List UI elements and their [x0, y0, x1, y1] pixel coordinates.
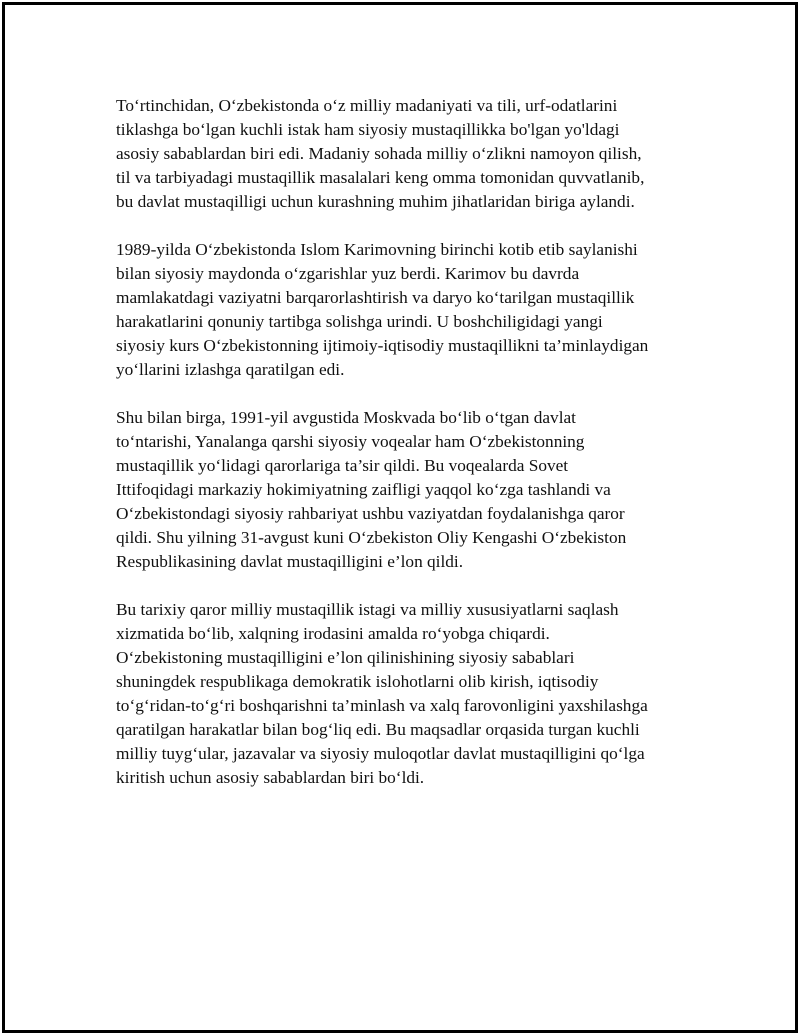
text-line: Shu bilan birga, 1991-yil avgustida Moskvada bo‘lib o‘tgan davlat	[116, 408, 576, 427]
paragraph-2	[116, 238, 696, 382]
paragraph-3	[116, 406, 696, 574]
text-line: til va tarbiyadagi mustaqillik masalalari keng omma tomonidan quvvatlanib,	[116, 168, 645, 187]
text-line: siyosiy kurs O‘zbekistonning ijtimoiy-iqtisodiy mustaqillikni ta’minlaydigan	[116, 336, 649, 355]
text-line: qaratilgan harakatlar bilan bog‘liq edi. Bu maqsadlar orqasida turgan kuchli	[116, 720, 640, 739]
text-line: bu davlat mustaqilligi uchun kurashning muhim jihatlaridan biriga aylandi.	[116, 192, 635, 211]
text-line: Respublikasining davlat mustaqilligini e’lon qildi.	[116, 552, 464, 571]
paragraph-4	[116, 598, 696, 790]
text-line: O‘zbekistoning mustaqilligini e’lon qilinishining siyosiy sabablari	[116, 648, 575, 667]
text-line: to‘g‘ridan-to‘g‘ri boshqarishni ta’minlash va xalq farovonligini yaxshilashga	[116, 696, 648, 715]
text-line: Bu tarixiy qaror milliy mustaqillik istagi va milliy xususiyatlarni saqlash	[116, 600, 619, 619]
text-line: mustaqillik yo‘lidagi qarorlariga ta’sir qildi. Bu voqealarda Sovet	[116, 456, 569, 475]
text-line: tiklashga bo‘lgan kuchli istak ham siyosiy mustaqillikka bo'lgan yo'ldagi	[116, 120, 620, 139]
text-line: harakatlarini qonuniy tartibga solishga urindi. U boshchiligidagi yangi	[116, 312, 603, 331]
text-line: mamlakatdagi vaziyatni barqarorlashtirish va daryo ko‘tarilgan mustaqillik	[116, 288, 635, 307]
text-line: To‘rtinchidan, O‘zbekistonda o‘z milliy madaniyati va tili, urf-odatlarini	[116, 96, 618, 115]
text-line: yo‘llarini izlashga qaratilgan edi.	[116, 360, 345, 379]
text-line: shuningdek respublikaga demokratik islohotlarni olib kirish, iqtisodiy	[116, 672, 599, 691]
text-line: qildi. Shu yilning 31-avgust kuni O‘zbekiston Oliy Kengashi O‘zbekiston	[116, 528, 627, 547]
text-line: Ittifoqidagi markaziy hokimiyatning zaifligi yaqqol ko‘zga tashlandi va	[116, 480, 611, 499]
document-body	[116, 94, 696, 814]
paragraph-1	[116, 94, 696, 214]
text-line: asosiy sabablardan biri edi. Madaniy sohada milliy o‘zlikni namoyon qilish,	[116, 144, 642, 163]
text-line: milliy tuyg‘ular, jazavalar va siyosiy muloqotlar davlat mustaqilligini qo‘lga	[116, 744, 645, 763]
text-line: xizmatida bo‘lib, xalqning irodasini amalda ro‘yobga chiqardi.	[116, 624, 550, 643]
text-line: to‘ntarishi, Yanalanga qarshi siyosiy voqealar ham O‘zbekistonning	[116, 432, 585, 451]
text-line: 1989-yilda O‘zbekistonda Islom Karimovning birinchi kotib etib saylanishi	[116, 240, 638, 259]
text-line: kiritish uchun asosiy sabablardan biri bo‘ldi.	[116, 768, 425, 787]
text-line: bilan siyosiy maydonda o‘zgarishlar yuz berdi. Karimov bu davrda	[116, 264, 580, 283]
text-line: O‘zbekistondagi siyosiy rahbariyat ushbu vaziyatdan foydalanishga qaror	[116, 504, 625, 523]
